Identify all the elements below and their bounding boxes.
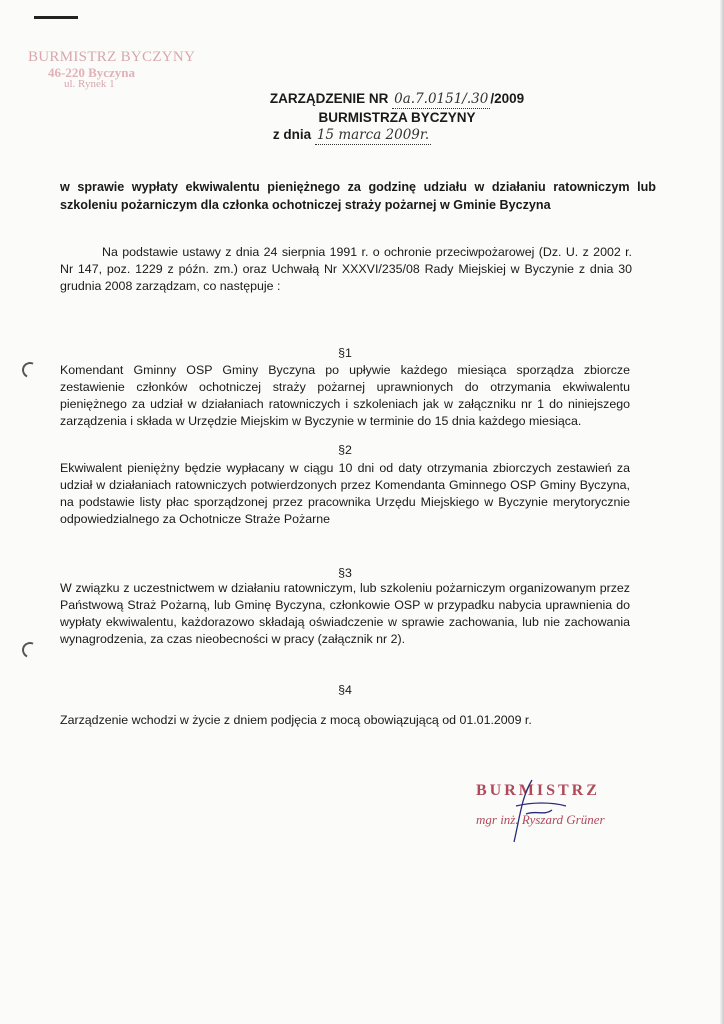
signature-block <box>476 782 656 828</box>
date-handwritten: 15 marca 2009r. <box>316 127 430 143</box>
date-line <box>0 126 724 145</box>
punch-hole-mark <box>20 640 41 661</box>
order-prefix: ZARZĄDZENIE NR <box>269 91 389 106</box>
section-1-text: Komendant Gminny OSP Gminy Byczyna po upływie każdego miesiąca sporządza zbiorcze zestawienie członków ochotniczej straży pożarnej uprawnionych do otrzymania ekwiwalentu pieniężnego za udział w działaniach ratowniczych i szkoleniach jak w załączniku nr 1 do niniejszego zarządzenia i składa w Urzędzie Miejskim w Byczynie w terminie do 15 dnia każdego miesiąca. <box>60 363 630 428</box>
section-2-heading: §2 <box>338 443 352 457</box>
page-edge-shadow <box>720 0 724 1024</box>
handwritten-signature <box>492 776 572 846</box>
signature-title: BURMISTRZ <box>476 782 600 799</box>
section-1-heading: §1 <box>338 346 352 360</box>
issuer-line: BURMISTRZA BYCZYNY <box>318 110 476 125</box>
punch-hole-mark <box>20 360 41 381</box>
office-stamp <box>28 50 198 91</box>
document-header <box>0 90 724 145</box>
signatory-name: mgr inż. Ryszard Grüner <box>476 812 605 827</box>
stamp-line-2: 46-220 Byczyna <box>48 64 136 80</box>
legal-basis-paragraph: Na podstawie ustawy z dnia 24 sierpnia 1991 r. o ochronie przeciwpożarowej (Dz. U. z 2002 r. Nr 147, poz. 1229 z późn. zm.) oraz Uchwałą Nr XXXVI/235/08 Rady Miejskiej w Byczynie z dnia 30 grudnia 2008 zarządzam, co następuje : <box>60 245 632 293</box>
order-suffix: /2009 <box>490 91 525 106</box>
stamp-line-1: BURMISTRZ BYCZYNY <box>28 49 196 65</box>
document-subject: w sprawie wypłaty ekwiwalentu pieniężnego za godzinę udziału w działaniu ratowniczym lub szkoleniu pożarniczym dla członka ochotniczej straży pożarnej w Gminie Byczyna <box>60 180 656 212</box>
section-2-text: Ekwiwalent pieniężny będzie wypłacany w ciągu 10 dni od daty otrzymania zbiorczych zestawień za udział w działaniach ratowniczych potwierdzonych przez Komendanta Gminnego OSP Gminy Byczyna, na podstawie listy płac sporządzonej przez pracownika Urzędu Miejskiego w Byczynie merytorycznie odpowiedzialnego za Ochotnicze Straże Pożarne <box>60 461 630 526</box>
top-mark <box>34 16 78 19</box>
date-prefix: z dnia <box>272 127 312 142</box>
section-3-heading: §3 <box>338 566 352 580</box>
section-4-heading: §4 <box>338 683 352 697</box>
section-3-text: W związku z uczestnictwem w działaniu ratowniczym, lub szkoleniu pożarniczym organizowanym przez Państwową Straż Pożarną, lub Gminę Byczyna, członkowie OSP w przypadku nabycia uprawnienia do wypłaty ekwiwalentu, każdorazowo składają oświadczenie w sprawie zachowania, lub nie zachowania wynagrodzenia, za czas nieobecności w pracy (załącznik nr 2). <box>60 581 630 646</box>
order-number-line <box>70 90 724 109</box>
order-number-handwritten: 0a.7.0151/.30 <box>394 91 489 107</box>
section-4-text: Zarządzenie wchodzi w życie z dniem podjęcia z mocą obowiązującą od 01.01.2009 r. <box>60 713 532 727</box>
stamp-line-3: ul. Rynek 1 <box>64 78 115 91</box>
